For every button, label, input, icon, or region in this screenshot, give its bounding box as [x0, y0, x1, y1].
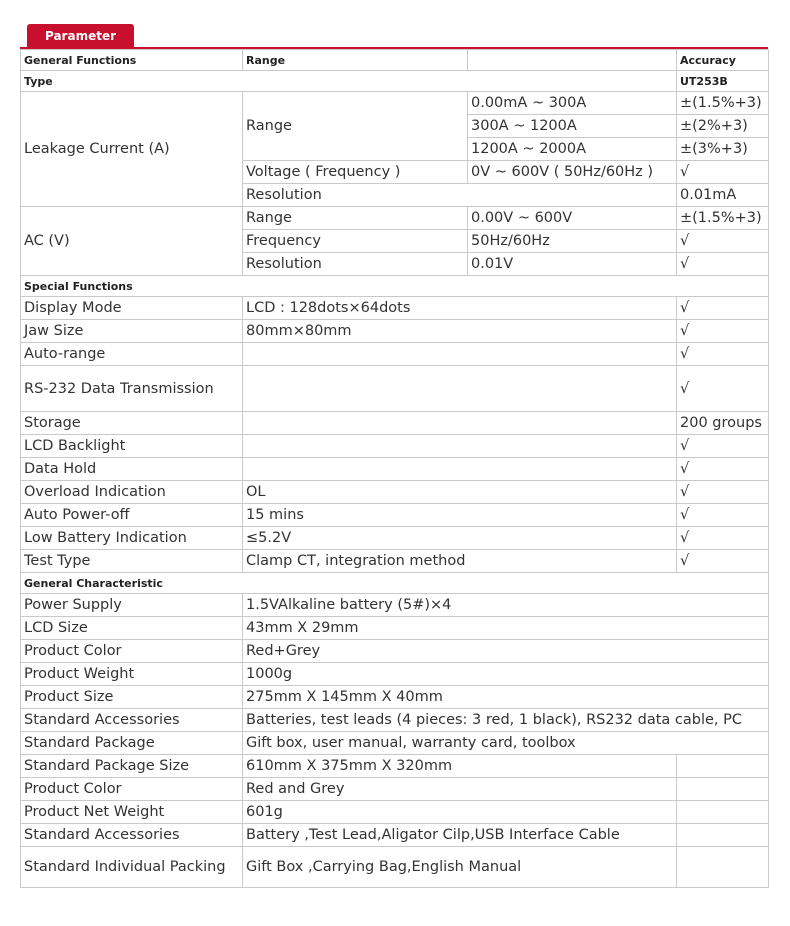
ac-frequency-value: 50Hz/60Hz [467, 229, 677, 253]
special-row-accuracy: √ [676, 457, 769, 481]
general-row-value: Red and Grey [242, 777, 677, 801]
model-name: UT253B [676, 70, 769, 92]
general-row-name: Standard Package Size [20, 754, 243, 778]
general-row-name: Product Color [20, 777, 243, 801]
general-row-value: 610mm X 375mm X 320mm [242, 754, 677, 778]
parameter-tab: Parameter [27, 24, 134, 47]
general-row-value: Red+Grey [242, 639, 769, 663]
special-row-accuracy: √ [676, 480, 769, 504]
general-row-name: Product Net Weight [20, 800, 243, 824]
general-row-value: 1000g [242, 662, 769, 686]
special-row-accuracy: √ [676, 296, 769, 320]
header-general-functions: General Functions [20, 49, 243, 71]
general-row-value: 1.5VAlkaline battery (5#)×4 [242, 593, 769, 617]
leakage-voltage-value: 0V ~ 600V ( 50Hz/60Hz ) [467, 160, 677, 184]
special-row-name: Storage [20, 411, 243, 435]
special-row-name: Low Battery Indication [20, 526, 243, 550]
general-row-empty [676, 800, 769, 824]
general-row-name: Standard Individual Packing [20, 846, 243, 888]
general-row-name: Product Color [20, 639, 243, 663]
special-row-value: 80mm×80mm [242, 319, 677, 343]
special-row-value [242, 342, 677, 366]
ac-voltage-label: AC (V) [20, 206, 243, 276]
leakage-voltage-label: Voltage ( Frequency ) [242, 160, 468, 184]
header-range: Range [242, 49, 468, 71]
special-row-name: Test Type [20, 549, 243, 573]
general-row-name: Standard Accessories [20, 823, 243, 847]
general-row-empty [676, 754, 769, 778]
header-empty [467, 49, 677, 71]
general-row-name: Standard Accessories [20, 708, 243, 732]
special-row-accuracy: √ [676, 365, 769, 412]
special-row-name: Auto-range [20, 342, 243, 366]
general-row-value: 601g [242, 800, 677, 824]
ac-frequency-label: Frequency [242, 229, 468, 253]
leakage-voltage-accuracy: √ [676, 160, 769, 184]
ac-range-label: Range [242, 206, 468, 230]
special-row-accuracy: √ [676, 526, 769, 550]
leakage-range-value: 0.00mA ~ 300A [467, 91, 677, 115]
special-row-accuracy: 200 groups [676, 411, 769, 435]
special-row-value [242, 457, 677, 481]
general-row-empty [676, 846, 769, 888]
special-row-accuracy: √ [676, 319, 769, 343]
leakage-resolution-label: Resolution [242, 183, 677, 207]
general-row-name: Product Weight [20, 662, 243, 686]
special-row-accuracy: √ [676, 342, 769, 366]
ac-resolution-label: Resolution [242, 252, 468, 276]
general-row-name: Power Supply [20, 593, 243, 617]
special-row-accuracy: √ [676, 503, 769, 527]
special-row-value [242, 434, 677, 458]
special-row-name: LCD Backlight [20, 434, 243, 458]
special-row-accuracy: √ [676, 434, 769, 458]
special-row-value: LCD : 128dots×64dots [242, 296, 677, 320]
special-row-name: Data Hold [20, 457, 243, 481]
special-row-name: Display Mode [20, 296, 243, 320]
leakage-range-accuracy: ±(2%+3) [676, 114, 769, 138]
special-row-value [242, 411, 677, 435]
special-row-value [242, 365, 677, 412]
special-row-name: Auto Power-off [20, 503, 243, 527]
special-row-value: 15 mins [242, 503, 677, 527]
special-row-value: Clamp CT, integration method [242, 549, 677, 573]
ac-range-accuracy: ±(1.5%+3) [676, 206, 769, 230]
general-row-empty [676, 777, 769, 801]
ac-frequency-accuracy: √ [676, 229, 769, 253]
general-row-value: Gift Box ,Carrying Bag,English Manual [242, 846, 677, 888]
special-row-name: Overload Indication [20, 480, 243, 504]
special-row-accuracy: √ [676, 549, 769, 573]
general-row-value: Batteries, test leads (4 pieces: 3 red, 1 black), RS232 data cable, PC [242, 708, 769, 732]
special-row-value: OL [242, 480, 677, 504]
special-row-value: ≤5.2V [242, 526, 677, 550]
header-accuracy: Accuracy [676, 49, 769, 71]
leakage-range-accuracy: ±(3%+3) [676, 137, 769, 161]
leakage-resolution-value: 0.01mA [676, 183, 769, 207]
ac-resolution-accuracy: √ [676, 252, 769, 276]
general-characteristic-title: General Characteristic [20, 572, 769, 594]
general-row-value: Gift box, user manual, warranty card, toolbox [242, 731, 769, 755]
general-row-name: Standard Package [20, 731, 243, 755]
general-row-empty [676, 823, 769, 847]
special-functions-title: Special Functions [20, 275, 769, 297]
leakage-range-label: Range [242, 91, 468, 161]
ac-resolution-value: 0.01V [467, 252, 677, 276]
general-row-name: Product Size [20, 685, 243, 709]
general-row-value: 275mm X 145mm X 40mm [242, 685, 769, 709]
leakage-range-accuracy: ±(1.5%+3) [676, 91, 769, 115]
leakage-range-value: 1200A ~ 2000A [467, 137, 677, 161]
general-row-name: LCD Size [20, 616, 243, 640]
general-row-value: 43mm X 29mm [242, 616, 769, 640]
leakage-current-label: Leakage Current (A) [20, 91, 243, 207]
ac-range-value: 0.00V ~ 600V [467, 206, 677, 230]
special-row-name: Jaw Size [20, 319, 243, 343]
special-row-name: RS-232 Data Transmission [20, 365, 243, 412]
type-label: Type [20, 70, 677, 92]
general-row-value: Battery ,Test Lead,Aligator Cilp,USB Interface Cable [242, 823, 677, 847]
leakage-range-value: 300A ~ 1200A [467, 114, 677, 138]
